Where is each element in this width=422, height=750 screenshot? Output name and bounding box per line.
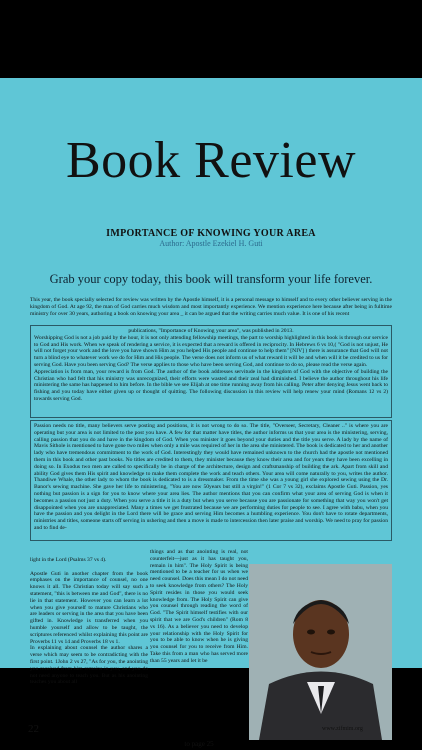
page-number: 22 [28,723,39,735]
magazine-page [0,78,422,748]
review-box-2 [30,420,392,541]
column-left: light in the Lord (Psalms 37 vs 4). Apostle Guti in another chapter from the book emphases on the importance of counsel, no one knows it all. The Christian today will say such a statement, "this is between me and God", there is no lie in that statement. However you can learn a lot when you give yourself to mature Christians who are leaders or serving in the area that you have been gifted in. Knowledge is transferred when you humble yourself and allow to be taught, the scriptures referenced whilst explaining this point are Proverbs 11 vs 14 and Proverbs 18 vs 1. In explaining about counsel the author shares a verse which may seem to be contradicting with the first point. 1John 2 vs 27, "As for you, the anointing you received from him remains in you, and you do not need anyone to teach you. But as his anointing teaches you about all [30,557,148,686]
column-middle: things and as that anointing is real, not counterfeit—just as it has taught you, remain in him". The Holy Spirit is being mentioned to be a teacher for us when we need counsel. Does this mean I do not need to seek knowledge from others? The Holy Spirit resides in those you would seek knowledge from. The Holy Spirit can give you counsel through reading the word of God. "The Spirit himself testifies with our spirit that we are God's children" (Rom 8 vs 16). As a believer you need to develop your relationship with the Holy Spirit for you to be able to know when he is giving you counsel for you to receive from Him. Take this from a man who has served more than 55 years and let it be [150,549,248,664]
page-title: Book Review [65,132,357,189]
book-author: Author: Apostle Ezekiel H. Guti [159,239,263,248]
intro-paragraph: This year, the book specially selected for review was written by the Apostle himself, it is a personal message to himself and to every other believer serving in the kingdom of God. At age 92, the man of God carries much wisdom and most importantly experience. We mention experience here because after being in fulltime ministry for over 30 years, authoring a book on knowing your area _ it can be argued that the writing carries much value. It is one of his recent [30,297,392,317]
tagline: Grab your copy today, this book will transform your life forever. [49,272,373,286]
author-portrait-illustration [249,564,392,740]
book-subtitle: IMPORTANCE OF KNOWING YOUR AREA [106,228,316,239]
box1-paragraph-2: Appreciation is from man, your reward is from God. The author of the book addresses servitude in the kingdom of God with the objective of building the Christian who had felt that his ministry was unrecognized, their efforts were wasted and their zeal had diminished. I believe the author throughout his life ministering the same has happened to him before. In the bible we see Elijah at one time running away from his calling. Peter after denying Jesus went back to fishing and you today have either given up or thought of quitting. The following discussion in this review will help renew your mind (Romans 12 vs 2) towards serving God. [34,368,388,402]
website-url: www.zifmim.org [322,726,363,732]
box1-heading: publications, "Importance of Knowing your area", was published in 2013. [128,328,294,334]
author-photo [249,564,392,740]
box1-paragraph: Worshipping God is not a job paid by the hour, it is not only attending fellowship meetings, the part to worship highlighted in this book is through our service to God and His work. When we speak of rendering a service, it is expected that a reward is offered in reciprocity. In Hebrews 6 vs 10,( "God is not unjust, He will not forget your work and the love you have shown Him as you helped His people and continue to help them" [NIV] ) there is assurance that God will not turn a blind eye to whatever work we do for Him and His people. The verse does not inform us of what reward it will be and when will it be credited to us for serving God. Have you been serving God? The verse applies to those who have been serving God, and continue to do so, please read the verse again. [34,334,388,368]
box2-paragraph: Passion needs no title, many believers serve posting and positions, it is not wrong to do so. The title, "Overseer, Secretary, Cleaner .." is where you are operating but your area is not limited to the post you have. A few for that matter have titles, the author informs us that your area is the ministering, serving, calling passion that you do and have in the kingdom of God. When you minister it goes beyond your duties and the title you serve. A lady by the name of Mavis Sithole is mentioned to have gone two miles when only a mile was required of her in the area she ministered. The book is dedicated to her and another lady who have tremendous commitment to the work of God. Interestingly they would have remained unknown to the church had the apostle not mentioned them in this book and other past books. No titles are credited to them, they minister because they know their area and for years they have been excelling in doing so. In Exodus two men are called to specifically be in charge of the architecture, design and craftsmanship of building the ark. Apart from skill and ability God gives them His spirit and knowledge to make them complete the work and teach others. Your area will come naturally to you, writes the author. Thandiwe Whale, the other lady to whom the book is dedicated to is a dressmaker. From the time she was a young girl she explored sewing using the Dr. Banor's sewing machine. She gave her life to ministering, "You are now 50years but still a virgin!" (1 Cor 7 vs 32), exclaims Apostle Guti. Passion, yes nothing but passion is a sign for you to know where your area lies. The author mentions that you can confirm what your area of serving God is when it becomes a passion not just a duty. When you serve a title it is a duty but when you serve because you are passionate for something that way you won't get disappointed when you are unappreciated. Many a times we get frustrated because we are performing duties for people to see. I agree with babu, when you have the passion and you delight in the Lord there will be grace and serving Him becomes a humbling experience. You don't have to rotate departments, ministries and titles, someone starts off serving in ushering and then a move is made to intercession then later praise and worship. We need to pray for passion and to find de- [34,423,388,531]
continue-to-page: to page 25 [184,740,214,748]
review-box-1 [30,325,392,418]
